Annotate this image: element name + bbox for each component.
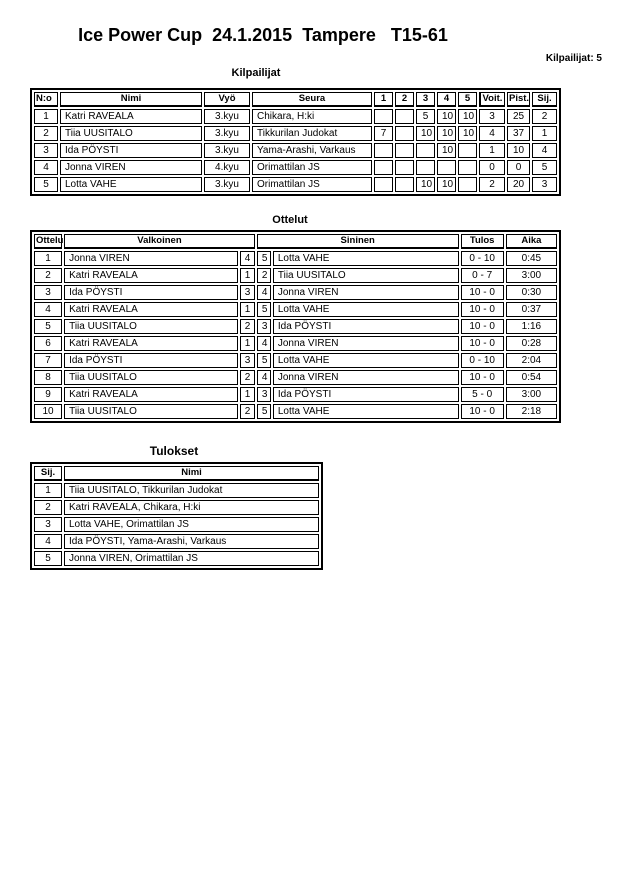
kilpailijat-cell-no: 1 xyxy=(34,109,58,124)
kilpailijat-cell-voit: 1 xyxy=(479,143,505,158)
kilpailijat-cell-c2 xyxy=(395,109,414,124)
ottelut-cell-wnum: 1 xyxy=(240,387,255,402)
kilpailijat-cell-c2 xyxy=(395,160,414,175)
kilpailijat-cell-voit: 3 xyxy=(479,109,505,124)
kilpailijat-cell-c5 xyxy=(458,177,477,192)
ottelut-cell-tulos: 0 - 7 xyxy=(461,268,504,283)
kilpailijat-cell-seura: Chikara, H:ki xyxy=(252,109,372,124)
kilpailijat-cell-vyo: 3.kyu xyxy=(204,126,250,141)
tulokset-cell-nimi: Lotta VAHE, Orimattilan JS xyxy=(64,517,319,532)
ottelut-cell-sininen: Lotta VAHE xyxy=(273,302,459,317)
kilpailijat-cell-c5: 10 xyxy=(458,109,477,124)
ottelut-cell-bnum: 5 xyxy=(257,404,271,419)
ottelut-row xyxy=(34,353,557,368)
kilpailijat-cell-c5: 10 xyxy=(458,126,477,141)
ottelut-cell-no: 6 xyxy=(34,336,62,351)
kilpailijat-header-3: 3 xyxy=(416,92,435,107)
ottelut-header-sininen: Sininen xyxy=(257,234,459,249)
ottelut-cell-wnum: 4 xyxy=(240,251,255,266)
kilpailijat-cell-seura: Tikkurilan Judokat xyxy=(252,126,372,141)
tulokset-cell-nimi: Tiia UUSITALO, Tikkurilan Judokat xyxy=(64,483,319,498)
ottelut-cell-sininen: Lotta VAHE xyxy=(273,353,459,368)
kilpailijat-cell-c1: 7 xyxy=(374,126,393,141)
tulokset-cell-sij: 4 xyxy=(34,534,62,549)
tulokset-table xyxy=(30,462,323,570)
kilpailijat-row xyxy=(34,143,557,158)
tulokset-header-sij: Sij. xyxy=(34,466,62,481)
kilpailijat-header-voit: Voit. xyxy=(479,92,505,107)
kilpailijat-header-seura: Seura xyxy=(252,92,372,107)
ottelut-table xyxy=(30,230,561,423)
kilpailijat-cell-no: 3 xyxy=(34,143,58,158)
kilpailijat-header-4: 4 xyxy=(437,92,456,107)
kilpailijat-row xyxy=(34,109,557,124)
kilpailijat-cell-c1 xyxy=(374,143,393,158)
ottelut-cell-no: 2 xyxy=(34,268,62,283)
ottelut-header xyxy=(34,234,557,249)
ottelut-cell-sininen: Lotta VAHE xyxy=(273,404,459,419)
ottelut-row xyxy=(34,336,557,351)
ottelut-cell-valkoinen: Ida PÖYSTI xyxy=(64,285,238,300)
tulokset-row xyxy=(34,483,319,498)
ottelut-row xyxy=(34,387,557,402)
ottelut-cell-bnum: 2 xyxy=(257,268,271,283)
kilpailijat-cell-nimi: Jonna VIREN xyxy=(60,160,202,175)
kilpailijat-cell-sij: 4 xyxy=(532,143,557,158)
kilpailijat-cell-c5 xyxy=(458,160,477,175)
kilpailijat-heading: Kilpailijat xyxy=(231,67,281,79)
kilpailijat-cell-c4: 10 xyxy=(437,143,456,158)
ottelut-cell-sininen: Jonna VIREN xyxy=(273,285,459,300)
tulokset-row xyxy=(34,534,319,549)
ottelut-cell-bnum: 3 xyxy=(257,387,271,402)
kilpailijat-cell-pist: 20 xyxy=(507,177,530,192)
kilpailijat-cell-vyo: 3.kyu xyxy=(204,109,250,124)
ottelut-header-tulos: Tulos xyxy=(461,234,504,249)
page-title: Ice Power Cup 24.1.2015 Tampere T15-61 xyxy=(78,25,448,45)
tulokset-cell-sij: 5 xyxy=(34,551,62,566)
kilpailijat-header xyxy=(34,92,557,107)
kilpailijat-cell-c3: 10 xyxy=(416,177,435,192)
ottelut-cell-sininen: Lotta VAHE xyxy=(273,251,459,266)
tulokset-header-row xyxy=(34,466,319,481)
ottelut-header-row xyxy=(34,234,557,249)
ottelut-cell-aika: 3:00 xyxy=(506,268,557,283)
ottelut-cell-no: 9 xyxy=(34,387,62,402)
kilpailijat-cell-c2 xyxy=(395,177,414,192)
tulokset-cell-sij: 1 xyxy=(34,483,62,498)
ottelut-cell-no: 1 xyxy=(34,251,62,266)
tulokset-cell-nimi: Jonna VIREN, Orimattilan JS xyxy=(64,551,319,566)
ottelut-cell-wnum: 3 xyxy=(240,285,255,300)
ottelut-cell-wnum: 1 xyxy=(240,268,255,283)
tulokset-row xyxy=(34,500,319,515)
ottelut-cell-valkoinen: Katri RAVEALA xyxy=(64,302,238,317)
ottelut-cell-no: 4 xyxy=(34,302,62,317)
ottelut-cell-wnum: 2 xyxy=(240,319,255,334)
ottelut-cell-wnum: 1 xyxy=(240,302,255,317)
kilpailijat-header-5: 5 xyxy=(458,92,477,107)
ottelut-header-valkoinen: Valkoinen xyxy=(64,234,255,249)
kilpailijat-header-nimi: Nimi xyxy=(60,92,202,107)
ottelut-cell-tulos: 5 - 0 xyxy=(461,387,504,402)
tulokset-body xyxy=(34,483,319,566)
ottelut-cell-tulos: 0 - 10 xyxy=(461,353,504,368)
kilpailijat-cell-seura: Orimattilan JS xyxy=(252,160,372,175)
kilpailijat-body xyxy=(34,109,557,192)
ottelut-cell-aika: 1:16 xyxy=(506,319,557,334)
ottelut-body xyxy=(34,251,557,419)
ottelut-cell-valkoinen: Katri RAVEALA xyxy=(64,336,238,351)
kilpailijat-cell-c4 xyxy=(437,160,456,175)
kilpailijat-cell-pist: 25 xyxy=(507,109,530,124)
ottelut-cell-aika: 3:00 xyxy=(506,387,557,402)
tulokset-row xyxy=(34,517,319,532)
kilpailijat-cell-voit: 4 xyxy=(479,126,505,141)
ottelut-cell-aika: 0:28 xyxy=(506,336,557,351)
ottelut-cell-tulos: 0 - 10 xyxy=(461,251,504,266)
ottelut-row xyxy=(34,251,557,266)
kilpailijat-row xyxy=(34,177,557,192)
kilpailijat-cell-c4: 10 xyxy=(437,126,456,141)
kilpailijat-row xyxy=(34,160,557,175)
kilpailijat-cell-no: 4 xyxy=(34,160,58,175)
ottelut-cell-wnum: 2 xyxy=(240,404,255,419)
ottelut-cell-wnum: 2 xyxy=(240,370,255,385)
kilpailijat-cell-c1 xyxy=(374,109,393,124)
tulokset-header-nimi: Nimi xyxy=(64,466,319,481)
ottelut-cell-bnum: 5 xyxy=(257,353,271,368)
ottelut-cell-tulos: 10 - 0 xyxy=(461,302,504,317)
ottelut-cell-no: 8 xyxy=(34,370,62,385)
kilpailijat-cell-nimi: Katri RAVEALA xyxy=(60,109,202,124)
ottelut-row xyxy=(34,268,557,283)
ottelut-cell-aika: 0:37 xyxy=(506,302,557,317)
ottelut-cell-bnum: 5 xyxy=(257,251,271,266)
kilpailijat-cell-pist: 37 xyxy=(507,126,530,141)
ottelut-row xyxy=(34,370,557,385)
kilpailijat-cell-sij: 1 xyxy=(532,126,557,141)
kilpailijat-cell-c2 xyxy=(395,126,414,141)
kilpailijat-cell-vyo: 4.kyu xyxy=(204,160,250,175)
tulokset-cell-nimi: Ida PÖYSTI, Yama-Arashi, Varkaus xyxy=(64,534,319,549)
ottelut-cell-bnum: 3 xyxy=(257,319,271,334)
ottelut-cell-sininen: Tiia UUSITALO xyxy=(273,268,459,283)
kilpailijat-cell-voit: 2 xyxy=(479,177,505,192)
ottelut-header-aika: Aika xyxy=(506,234,557,249)
kilpailijat-cell-nimi: Lotta VAHE xyxy=(60,177,202,192)
kilpailijat-cell-no: 2 xyxy=(34,126,58,141)
ottelut-cell-sininen: Ida PÖYSTI xyxy=(273,319,459,334)
kilpailijat-cell-no: 5 xyxy=(34,177,58,192)
kilpailijat-cell-c1 xyxy=(374,160,393,175)
kilpailijat-cell-seura: Orimattilan JS xyxy=(252,177,372,192)
ottelut-cell-bnum: 5 xyxy=(257,302,271,317)
ottelut-row xyxy=(34,285,557,300)
kilpailijat-cell-c1 xyxy=(374,177,393,192)
ottelut-heading: Ottelut xyxy=(272,214,308,226)
kilpailijat-header-pist: Pist. xyxy=(507,92,530,107)
kilpailijat-header-nro: N:o xyxy=(34,92,58,107)
ottelut-cell-sininen: Jonna VIREN xyxy=(273,336,459,351)
kilpailijat-cell-c5 xyxy=(458,143,477,158)
tulokset-cell-sij: 3 xyxy=(34,517,62,532)
ottelut-cell-no: 3 xyxy=(34,285,62,300)
ottelut-cell-aika: 0:45 xyxy=(506,251,557,266)
kilpailijat-cell-sij: 2 xyxy=(532,109,557,124)
kilpailijat-cell-c4: 10 xyxy=(437,177,456,192)
competitors-count-label: Kilpailijat: 5 xyxy=(545,53,602,64)
ottelut-cell-tulos: 10 - 0 xyxy=(461,319,504,334)
kilpailijat-cell-vyo: 3.kyu xyxy=(204,177,250,192)
kilpailijat-cell-pist: 0 xyxy=(507,160,530,175)
kilpailijat-header-1: 1 xyxy=(374,92,393,107)
kilpailijat-header-2: 2 xyxy=(395,92,414,107)
ottelut-cell-no: 5 xyxy=(34,319,62,334)
ottelut-row xyxy=(34,319,557,334)
ottelut-cell-tulos: 10 - 0 xyxy=(461,404,504,419)
ottelut-cell-valkoinen: Katri RAVEALA xyxy=(64,387,238,402)
kilpailijat-cell-c3 xyxy=(416,143,435,158)
ottelut-cell-valkoinen: Tiia UUSITALO xyxy=(64,404,238,419)
ottelut-row xyxy=(34,302,557,317)
kilpailijat-cell-voit: 0 xyxy=(479,160,505,175)
kilpailijat-header-row xyxy=(34,92,557,107)
ottelut-cell-wnum: 1 xyxy=(240,336,255,351)
ottelut-cell-aika: 2:04 xyxy=(506,353,557,368)
kilpailijat-cell-sij: 3 xyxy=(532,177,557,192)
ottelut-cell-aika: 0:54 xyxy=(506,370,557,385)
kilpailijat-cell-c2 xyxy=(395,143,414,158)
ottelut-cell-sininen: Ida PÖYSTI xyxy=(273,387,459,402)
ottelut-cell-tulos: 10 - 0 xyxy=(461,370,504,385)
kilpailijat-header-sij: Sij. xyxy=(532,92,557,107)
kilpailijat-cell-nimi: Ida PÖYSTI xyxy=(60,143,202,158)
ottelut-cell-wnum: 3 xyxy=(240,353,255,368)
tulokset-header xyxy=(34,466,319,481)
tulokset-heading: Tulokset xyxy=(149,444,199,458)
kilpailijat-cell-c3 xyxy=(416,160,435,175)
kilpailijat-table xyxy=(30,88,561,196)
ottelut-row xyxy=(34,404,557,419)
ottelut-cell-aika: 2:18 xyxy=(506,404,557,419)
tulokset-cell-sij: 2 xyxy=(34,500,62,515)
ottelut-cell-tulos: 10 - 0 xyxy=(461,285,504,300)
ottelut-cell-no: 7 xyxy=(34,353,62,368)
tulokset-row xyxy=(34,551,319,566)
kilpailijat-cell-vyo: 3.kyu xyxy=(204,143,250,158)
kilpailijat-cell-sij: 5 xyxy=(532,160,557,175)
ottelut-cell-valkoinen: Ida PÖYSTI xyxy=(64,353,238,368)
ottelut-cell-valkoinen: Katri RAVEALA xyxy=(64,268,238,283)
ottelut-cell-bnum: 4 xyxy=(257,370,271,385)
kilpailijat-cell-c4: 10 xyxy=(437,109,456,124)
kilpailijat-cell-nimi: Tiia UUSITALO xyxy=(60,126,202,141)
ottelut-cell-sininen: Jonna VIREN xyxy=(273,370,459,385)
kilpailijat-cell-c3: 5 xyxy=(416,109,435,124)
tulokset-cell-nimi: Katri RAVEALA, Chikara, H:ki xyxy=(64,500,319,515)
kilpailijat-cell-seura: Yama-Arashi, Varkaus xyxy=(252,143,372,158)
ottelut-cell-valkoinen: Tiia UUSITALO xyxy=(64,370,238,385)
kilpailijat-row xyxy=(34,126,557,141)
ottelut-cell-valkoinen: Tiia UUSITALO xyxy=(64,319,238,334)
ottelut-header-ottelu: Ottelu xyxy=(34,234,62,249)
ottelut-cell-aika: 0:30 xyxy=(506,285,557,300)
ottelut-cell-no: 10 xyxy=(34,404,62,419)
ottelut-cell-valkoinen: Jonna VIREN xyxy=(64,251,238,266)
ottelut-cell-bnum: 4 xyxy=(257,336,271,351)
ottelut-cell-bnum: 4 xyxy=(257,285,271,300)
kilpailijat-header-vyo: Vyö xyxy=(204,92,250,107)
kilpailijat-cell-c3: 10 xyxy=(416,126,435,141)
kilpailijat-cell-pist: 10 xyxy=(507,143,530,158)
ottelut-cell-tulos: 10 - 0 xyxy=(461,336,504,351)
